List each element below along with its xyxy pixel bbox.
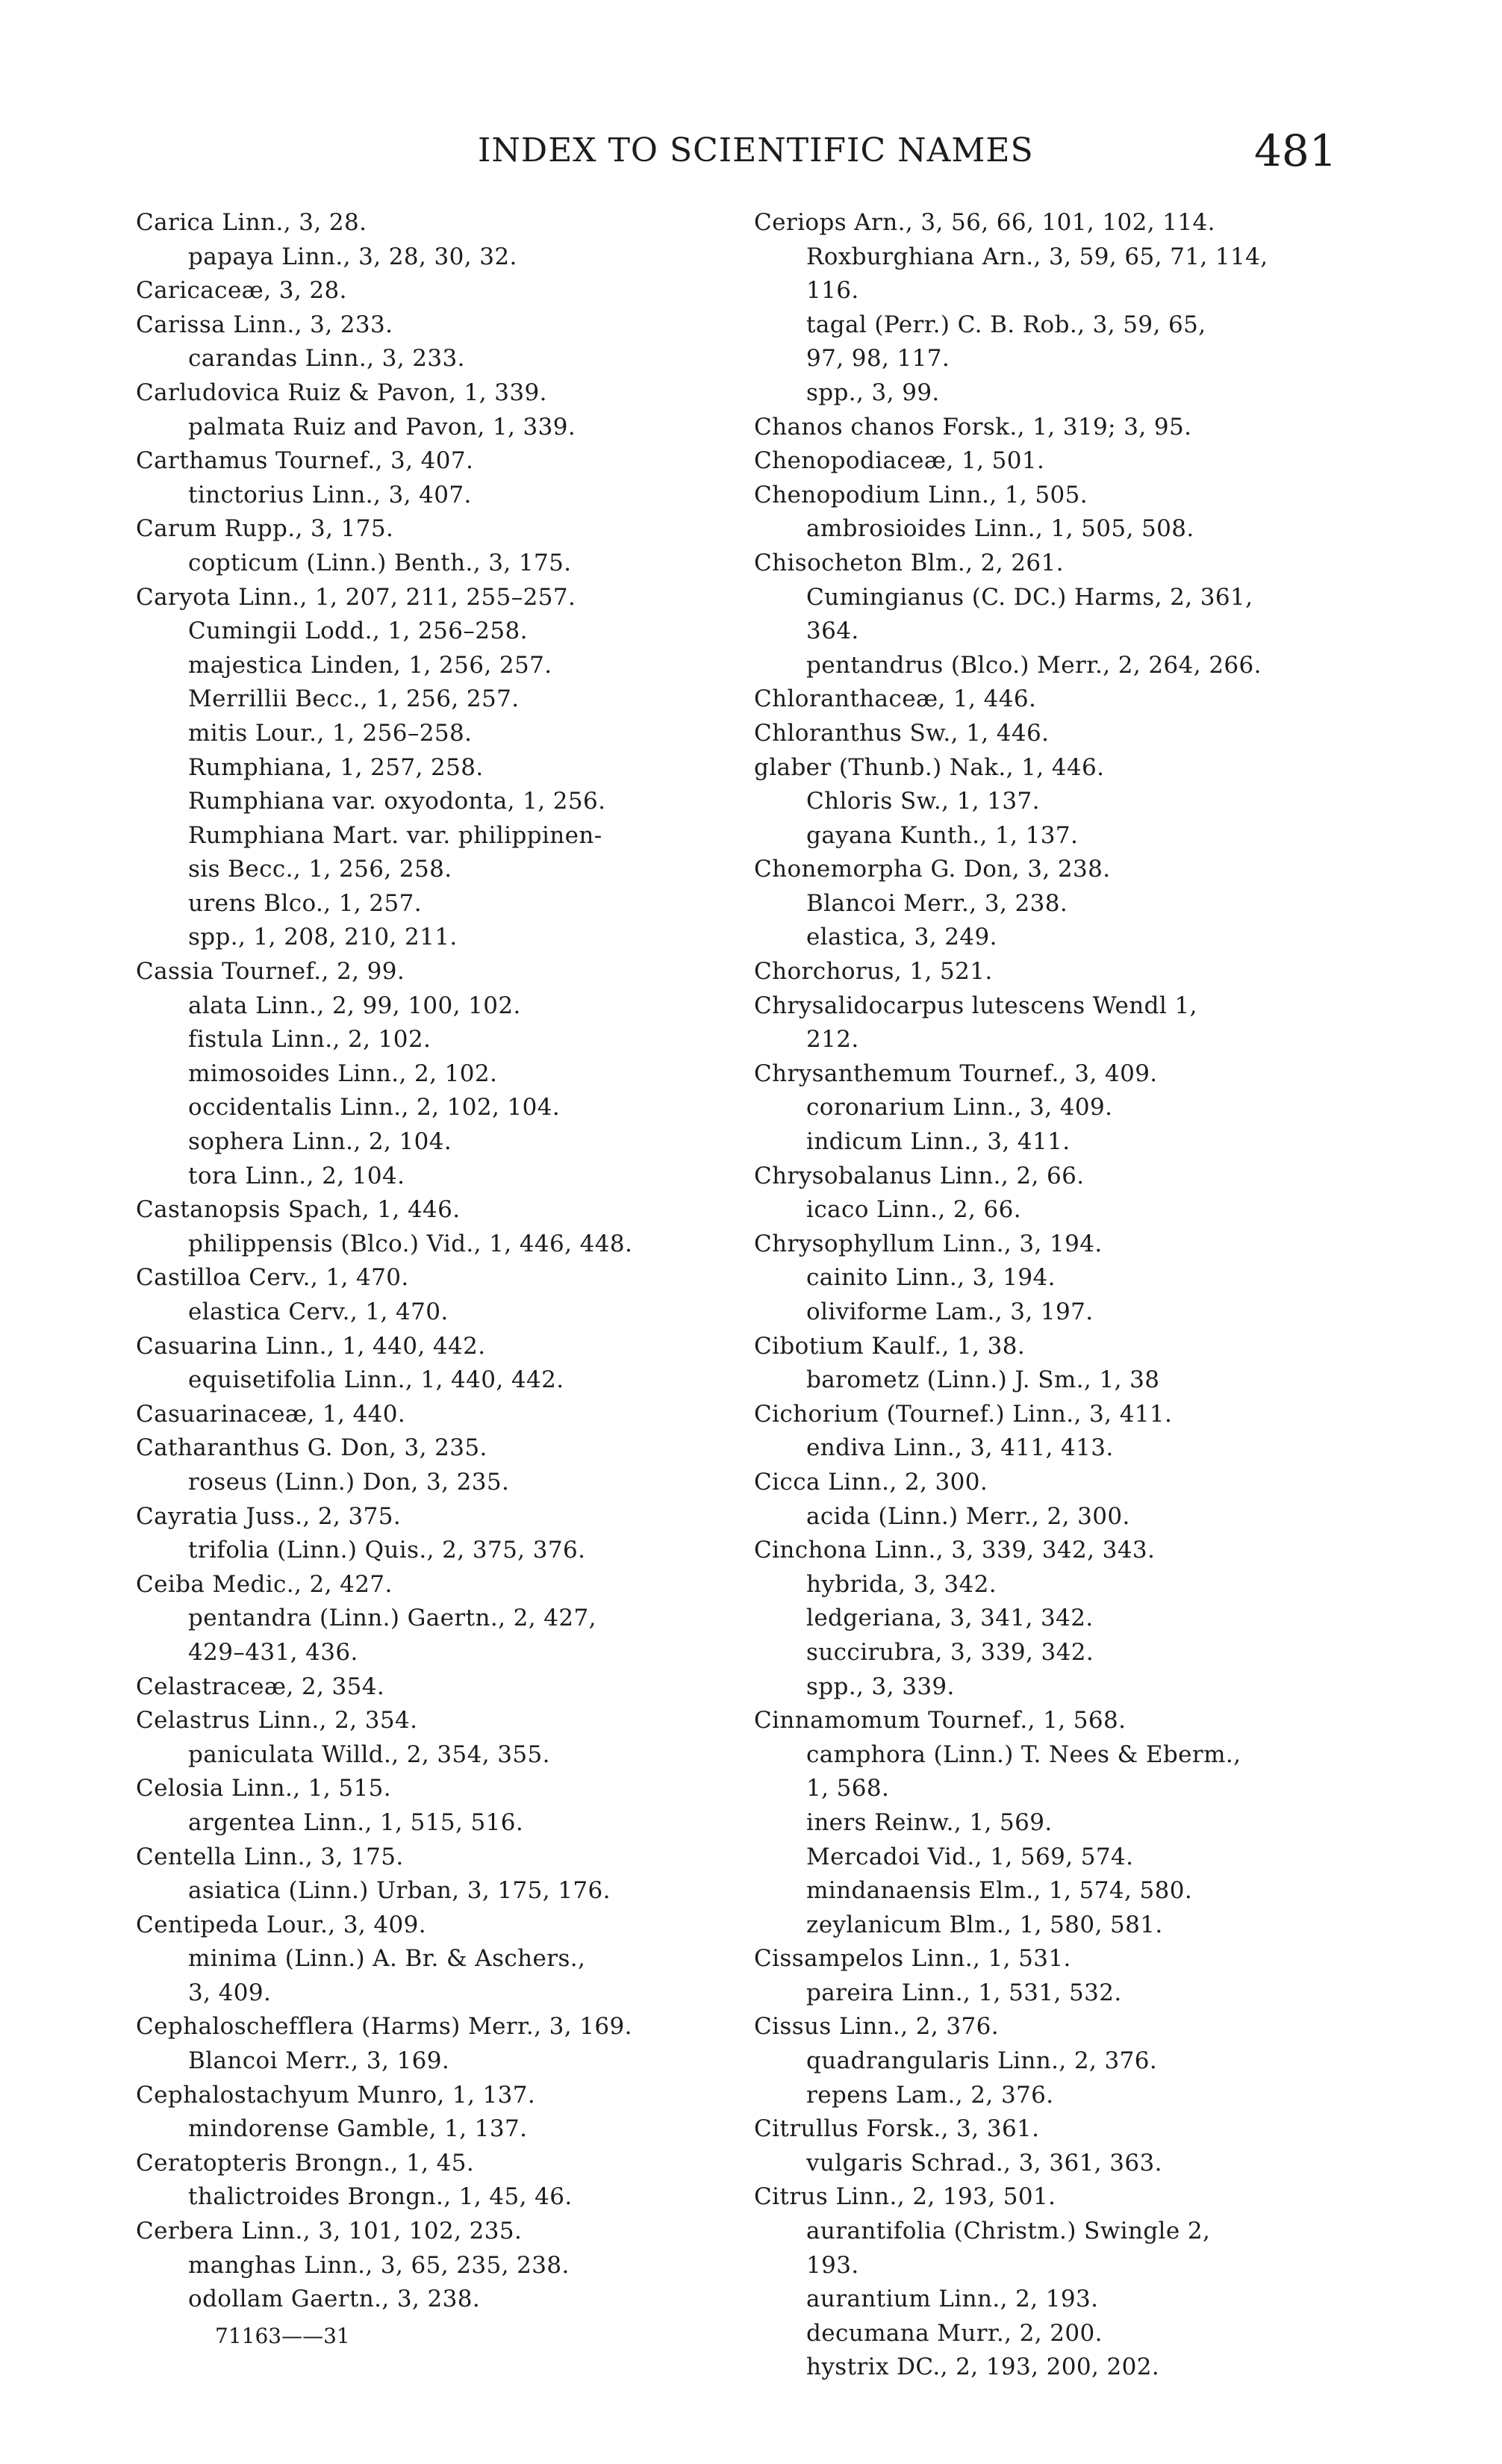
index-entry: Rumphiana var. oxyodonta, 1, 256. (188, 788, 606, 815)
index-entry: Cissampelos Linn., 1, 531. (754, 1945, 1071, 1973)
index-entry: urens Blco., 1, 257. (188, 889, 423, 917)
index-entry: Cibotium Kaulf., 1, 38. (754, 1332, 1026, 1360)
index-entry: quadrangularis Linn., 2, 376. (806, 2047, 1158, 2075)
index-entry: asiatica (Linn.) Urban, 3, 175, 176. (188, 1877, 611, 1905)
index-entry: Cichorium (Tournef.) Linn., 3, 411. (754, 1400, 1173, 1428)
index-entry: Castanopsis Spach, 1, 446. (136, 1196, 461, 1224)
index-entry: 193. (806, 2251, 859, 2279)
index-entry: Chloris Sw., 1, 137. (806, 788, 1040, 815)
index-entry: mitis Lour., 1, 256–258. (188, 719, 473, 747)
index-entry: gayana Kunth., 1, 137. (806, 821, 1079, 849)
index-entry: pareira Linn., 1, 531, 532. (806, 1979, 1122, 2006)
index-entry: tagal (Perr.) C. B. Rob., 3, 59, 65, (806, 311, 1206, 338)
index-entry: Cissus Linn., 2, 376. (754, 2013, 1000, 2041)
index-entry: camphora (Linn.) T. Nees & Eberm., (806, 1740, 1241, 1768)
index-entry: Chanos chanos Forsk., 1, 319; 3, 95. (754, 413, 1192, 441)
index-entry: hystrix DC., 2, 193, 200, 202. (806, 2353, 1160, 2381)
index-entry: Citrullus Forsk., 3, 361. (754, 2115, 1040, 2143)
index-entry: Carica Linn., 3, 28. (136, 209, 367, 236)
index-entry: 1, 568. (806, 1775, 890, 1802)
index-entry: Blancoi Merr., 3, 169. (188, 2047, 450, 2075)
index-entry: Roxburghiana Arn., 3, 59, 65, 71, 114, (806, 243, 1268, 270)
index-entry: tinctorius Linn., 3, 407. (188, 481, 472, 508)
index-entry: odollam Gaertn., 3, 238. (188, 2286, 481, 2313)
index-entry: Centipeda Lour., 3, 409. (136, 1911, 427, 1938)
page-header (0, 125, 1502, 193)
index-entry: Chenopodium Linn., 1, 505. (754, 481, 1088, 508)
index-entry: Chrysalidocarpus lutescens Wendl 1, (754, 992, 1197, 1019)
index-entry: Casuarina Linn., 1, 440, 442. (136, 1332, 486, 1360)
index-entry: Caricaceæ, 3, 28. (136, 277, 347, 305)
index-entry: palmata Ruiz and Pavon, 1, 339. (188, 413, 576, 441)
index-entry: spp., 1, 208, 210, 211. (188, 924, 458, 951)
index-entry: spp., 3, 339. (806, 1673, 955, 1700)
index-entry: fistula Linn., 2, 102. (188, 1026, 431, 1054)
index-entry: trifolia (Linn.) Quis., 2, 375, 376. (188, 1537, 586, 1564)
index-entry: oliviforme Lam., 3, 197. (806, 1298, 1094, 1325)
index-entry: Castilloa Cerv., 1, 470. (136, 1264, 409, 1292)
index-entry: 212. (806, 1026, 859, 1054)
index-entry: glaber (Thunb.) Nak., 1, 446. (754, 753, 1105, 781)
index-entry: 97, 98, 117. (806, 345, 950, 373)
index-entry: 429–431, 436. (188, 1638, 358, 1666)
index-entry: sis Becc., 1, 256, 258. (188, 856, 452, 883)
index-entry: Cephalostachyum Munro, 1, 137. (136, 2081, 536, 2109)
index-entry: paniculata Willd., 2, 354, 355. (188, 1740, 550, 1768)
index-entry: 364. (806, 617, 859, 645)
index-entry: Ceiba Medic., 2, 427. (136, 1570, 393, 1598)
index-entry: Celosia Linn., 1, 515. (136, 1775, 392, 1802)
index-entry: Chloranthus Sw., 1, 446. (754, 719, 1050, 747)
printer-signature: 71163——31 (215, 2324, 350, 2348)
index-entry: Chrysanthemum Tournef., 3, 409. (754, 1060, 1158, 1087)
index-entry: Chenopodiaceæ, 1, 501. (754, 447, 1045, 475)
index-entry: Ceriops Arn., 3, 56, 66, 101, 102, 114. (754, 209, 1215, 236)
index-column-left (136, 206, 748, 2317)
index-entry: succirubra, 3, 339, 342. (806, 1638, 1094, 1666)
index-entry: manghas Linn., 3, 65, 235, 238. (188, 2251, 570, 2279)
index-entry: Cephaloschefflera (Harms) Merr., 3, 169. (136, 2013, 632, 2041)
index-entry: pentandrus (Blco.) Merr., 2, 264, 266. (806, 651, 1262, 679)
index-entry: philippensis (Blco.) Vid., 1, 446, 448. (188, 1230, 633, 1257)
index-entry: hybrida, 3, 342. (806, 1570, 997, 1598)
index-entry: Chrysobalanus Linn., 2, 66. (754, 1162, 1085, 1189)
index-entry: barometz (Linn.) J. Sm., 1, 38 (806, 1366, 1160, 1394)
index-entry: mindanaensis Elm., 1, 574, 580. (806, 1877, 1193, 1905)
index-entry: Catharanthus G. Don, 3, 235. (136, 1434, 487, 1462)
index-entry: Rumphiana Mart. var. philippinen- (188, 821, 602, 849)
index-entry: Blancoi Merr., 3, 238. (806, 889, 1068, 917)
index-entry: Carissa Linn., 3, 233. (136, 311, 393, 338)
index-entry: Chonemorpha G. Don, 3, 238. (754, 856, 1111, 883)
index-entry: vulgaris Schrad., 3, 361, 363. (806, 2149, 1162, 2177)
index-entry: Chloranthaceæ, 1, 446. (754, 685, 1037, 713)
index-entry: Mercadoi Vid., 1, 569, 574. (806, 1843, 1134, 1870)
page-number: 481 (1254, 125, 1337, 176)
index-entry: repens Lam., 2, 376. (806, 2081, 1054, 2109)
index-entry: ambrosioides Linn., 1, 505, 508. (806, 515, 1194, 543)
index-entry: roseus (Linn.) Don, 3, 235. (188, 1468, 510, 1496)
index-entry: Carum Rupp., 3, 175. (136, 515, 394, 543)
index-entry: Chrysophyllum Linn., 3, 194. (754, 1230, 1103, 1257)
index-entry: Citrus Linn., 2, 193, 501. (754, 2183, 1056, 2211)
index-entry: acida (Linn.) Merr., 2, 300. (806, 1502, 1130, 1530)
index-entry: endiva Linn., 3, 411, 413. (806, 1434, 1114, 1462)
index-entry: Cinnamomum Tournef., 1, 568. (754, 1707, 1126, 1735)
index-entry: Chisocheton Blm., 2, 261. (754, 549, 1064, 576)
index-entry: occidentalis Linn., 2, 102, 104. (188, 1094, 561, 1121)
index-entry: aurantifolia (Christm.) Swingle 2, (806, 2218, 1211, 2245)
index-entry: Celastraceæ, 2, 354. (136, 1673, 385, 1700)
index-entry: Chorchorus, 1, 521. (754, 958, 993, 986)
index-entry: argentea Linn., 1, 515, 516. (188, 1808, 524, 1836)
index-entry: Merrillii Becc., 1, 256, 257. (188, 685, 520, 713)
index-entry: Centella Linn., 3, 175. (136, 1843, 404, 1870)
index-entry: ledgeriana, 3, 341, 342. (806, 1605, 1094, 1632)
index-entry: iners Reinw., 1, 569. (806, 1808, 1053, 1836)
index-entry: Cassia Tournef., 2, 99. (136, 958, 405, 986)
index-entry: Cerbera Linn., 3, 101, 102, 235. (136, 2218, 523, 2245)
index-entry: spp., 3, 99. (806, 379, 940, 406)
index-entry: zeylanicum Blm., 1, 580, 581. (806, 1911, 1163, 1938)
index-column-right (754, 206, 1389, 2385)
index-entry: majestica Linden, 1, 256, 257. (188, 651, 552, 679)
index-entry: 3, 409. (188, 1979, 272, 2006)
index-entry: sophera Linn., 2, 104. (188, 1128, 452, 1156)
index-entry: Cumingianus (C. DC.) Harms, 2, 361, (806, 583, 1253, 611)
index-entry: Carthamus Tournef., 3, 407. (136, 447, 474, 475)
index-entry: equisetifolia Linn., 1, 440, 442. (188, 1366, 564, 1394)
index-entry: elastica Cerv., 1, 470. (188, 1298, 449, 1325)
index-entry: Cayratia Juss., 2, 375. (136, 1502, 402, 1530)
index-entry: 116. (806, 277, 859, 305)
index-entry: Carludovica Ruiz & Pavon, 1, 339. (136, 379, 547, 406)
index-entry: mimosoides Linn., 2, 102. (188, 1060, 498, 1087)
index-entry: Caryota Linn., 1, 207, 211, 255–257. (136, 583, 576, 611)
index-entry: Ceratopteris Brongn., 1, 45. (136, 2149, 475, 2177)
index-entry: Cinchona Linn., 3, 339, 342, 343. (754, 1537, 1156, 1564)
index-entry: pentandra (Linn.) Gaertn., 2, 427, (188, 1605, 596, 1632)
index-entry: carandas Linn., 3, 233. (188, 345, 465, 373)
index-entry: minima (Linn.) A. Br. & Aschers., (188, 1945, 586, 1973)
index-entry: elastica, 3, 249. (806, 924, 997, 951)
index-entry: icaco Linn., 2, 66. (806, 1196, 1021, 1224)
index-entry: tora Linn., 2, 104. (188, 1162, 405, 1189)
index-entry: thalictroides Brongn., 1, 45, 46. (188, 2183, 573, 2211)
index-entry: aurantium Linn., 2, 193. (806, 2286, 1099, 2313)
index-entry: Cumingii Lodd., 1, 256–258. (188, 617, 528, 645)
index-entry: alata Linn., 2, 99, 100, 102. (188, 992, 521, 1019)
index-entry: cainito Linn., 3, 194. (806, 1264, 1056, 1292)
index-entry: coronarium Linn., 3, 409. (806, 1094, 1113, 1121)
index-entry: copticum (Linn.) Benth., 3, 175. (188, 549, 572, 576)
index-entry: mindorense Gamble, 1, 137. (188, 2115, 528, 2143)
index-entry: Cicca Linn., 2, 300. (754, 1468, 988, 1496)
index-entry: Celastrus Linn., 2, 354. (136, 1707, 418, 1735)
index-entry: decumana Murr., 2, 200. (806, 2319, 1103, 2347)
index-entry: Casuarinaceæ, 1, 440. (136, 1400, 406, 1428)
index-entry: indicum Linn., 3, 411. (806, 1128, 1071, 1156)
running-title: INDEX TO SCIENTIFIC NAMES (478, 131, 1034, 169)
index-entry: papaya Linn., 3, 28, 30, 32. (188, 243, 517, 270)
index-entry: Rumphiana, 1, 257, 258. (188, 753, 484, 781)
